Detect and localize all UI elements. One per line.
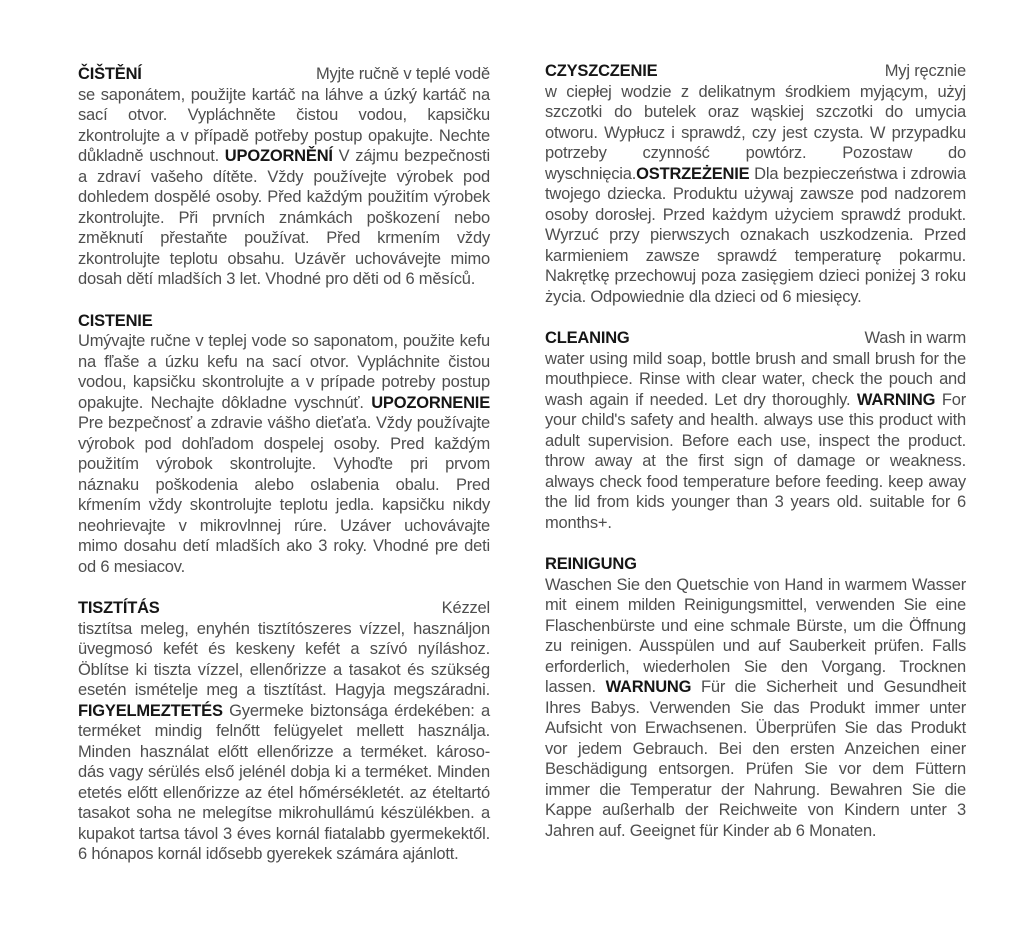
section-body: Umývajte ručne v teplej vode so saponatom, použite kefu na fľaše a úzku kefu na sací otvor. Vypláchnite čistou vodou, kapsičku skontrolujte a v prípade potreby postup opakujte. Nechajte dôkladne vyschnúť. UPOZORNENIE Pre bezpečnosť a zdravie vášho dieťaťa. Vždy používajte výrobok pod dohľadom dospelej osoby. Pred každým použitím výrobok skontrolujte. Vyhoďte pri prvom náznaku poškodenia alebo oslabenia obalu. Pred kŕmením vždy skontrolujte teplotu jedla. kapsičku nikdy neohrievajte v mikrovlnnej rúre. Uzáver uchovávajte mimo dosahu detí mladších ako 3 roky. Vhodné pre deti od 6 mesiacov.: [78, 332, 490, 576]
section-heading: REINIGUNG: [545, 555, 637, 573]
section-body: water using mild soap, bottle brush and small brush for the mouthpiece. Rinse with clear water, check the pouch and wash again if needed. Let dry thoroughly. WARNING For your child's safety and health. always use this product with adult supervision. Before each use, inspect the product. throw away at the first sign of damage or weakness. always check food temperature before feeding. keep away the lid from kids younger than 3 years old. suitable for 6 months+.: [545, 349, 966, 532]
section-heading: CLEANING: [545, 329, 630, 347]
section-heading-row: [545, 61, 966, 82]
section-heading-row: [78, 311, 490, 332]
section-body: se saponátem, použijte kartáč na láhve a úzký kartáč na sací otvor. Vypláchněte čistou vodou, kapsičku zkontrolujte a v případě potřeby postup opakujte. Nechte důkladně uschnout. UPOZORNĚNÍ V zájmu bezpečnosti a zdraví vašeho dítěte. Vždy používejte výrobek pod dohledem dospělé osoby. Před každým použitím výrobek zkontrolujte. Při prvních známkách poškození nebo změknutí přestaňte používat. Před krmením vždy zkontrolujte teplotu obsahu. Uzávěr uchovávejte mimo dosah dětí mladších 3 let. Vhodné pro děti od 6 měsíců.: [78, 85, 490, 288]
section-heading-row: [78, 598, 490, 619]
section-heading: ČIŠTĚNÍ: [78, 65, 142, 83]
section-english-cleaning: [545, 328, 966, 533]
section-heading: TISZTÍTÁS: [78, 599, 160, 617]
section-body: tisztítsa meleg, enyhén tisztítószeres vízzel, használjon üvegmosó kefét és keskeny kefét a szívó nyíláshoz. Öblítse ki tiszta vízzel, ellenőrizze a tasakot és szükség esetén ismételje meg a tisztítást. Hagyja megszáradni. FIGYELMEZTETÉS Gyermeke biztonsága érdekében: a terméket mindig felnőtt felügyelet mellett használja. Minden használat előtt ellenőrizze a terméket. károso- dás vagy sérülés első jelénél dobja ki a terméket. Minden etetés előtt ellenőrizze az étel hőmérsékletét. az ételtartó tasakot soha ne melegítse mikrohullámú készülékben. a kupakot tartsa távol 3 éves kornál fiatalabb gyermekektől. 6 hónapos kornál idősebb gyerekek számára ajánlott.: [78, 619, 490, 863]
section-heading-tail: Wash in warm: [864, 329, 966, 347]
section-heading-tail: Kézzel: [441, 599, 490, 617]
section-german-cleaning: [545, 554, 966, 841]
section-heading-row: [78, 64, 490, 85]
section-heading-tail: Myj ręcznie: [884, 62, 966, 80]
section-heading-row: [545, 328, 966, 349]
column-right: [545, 61, 966, 862]
section-heading-row: [545, 554, 966, 575]
section-body: w ciepłej wodzie z delikatnym środkiem myjącym, użyj szczotki do butelek oraz wąskiej szczotki do umycia otworu. Wypłucz i sprawdź, czy jest czysta. W przypadku potrzeby czynność powtórz. Pozostaw do wyschnięcia.OSTRZEŻENIE Dla bezpieczeństwa i zdrowia twojego dziecka. Produktu używaj zawsze pod nadzorem osoby dorosłej. Przed każdym użyciem sprawdź produkt. Wyrzuć przy pierwszych oznakach uszkodzenia. Przed karmieniem zawsze sprawdź temperaturę pokarmu. Nakrętkę przechowuj poza zasięgiem dzieci poniżej 3 roku życia. Odpowiednie dla dzieci od 6 miesięcy.: [545, 82, 966, 306]
section-czech-cleaning: [78, 64, 490, 290]
section-body: Waschen Sie den Quetschie von Hand in warmem Wasser mit einem milden Reinigungsmittel, verwenden Sie eine Flaschenbürste und eine schmale Bürste, um die Öffnung zu reinigen. Ausspülen und auf Sauberkeit prüfen. Falls erforderlich, wiederholen Sie den Vorgang. Trocknen lassen. WARNUNG Für die Sicherheit und Gesundheit Ihres Babys. Verwenden Sie das Produkt immer unter Aufsicht von Erwachsenen. Überprüfen Sie das Produkt vor jedem Gebrauch. Bei den ersten Anzeichen einer Beschädigung entsorgen. Prüfen Sie vor dem Füttern immer die Temperatur der Nahrung. Bewahren Sie die Kappe außerhalb der Reichweite von Kindern unter 3 Jahren auf. Geeignet für Kinder ab 6 Monaten.: [545, 575, 966, 840]
section-heading-tail: Myjte ručně v teplé vodě: [315, 65, 490, 83]
section-polish-cleaning: [545, 61, 966, 307]
section-slovak-cleaning: [78, 311, 490, 578]
section-hungarian-cleaning: [78, 598, 490, 865]
section-heading: CISTENIE: [78, 311, 153, 330]
column-left: [78, 64, 490, 886]
section-heading: CZYSZCZENIE: [545, 62, 658, 80]
